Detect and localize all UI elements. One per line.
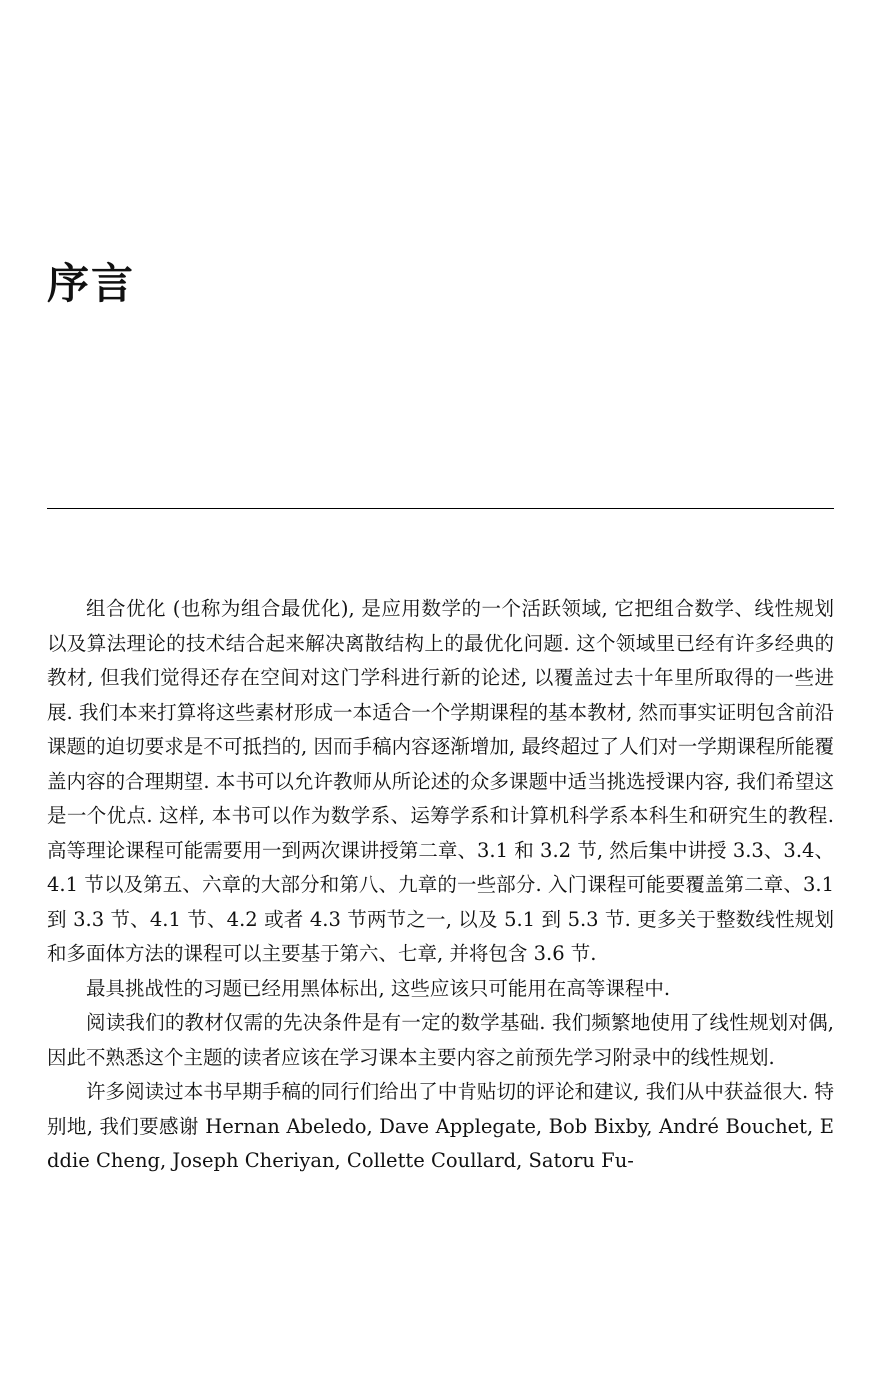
- paragraph-prerequisites: 阅读我们的教材仅需的先决条件是有一定的数学基础. 我们频繁地使用了线性规划对偶, 因此不熟悉这个主题的读者应该在学习课本主要内容之前预先学习附录中的线性规划.: [47, 1011, 834, 1069]
- paragraph-intro: 组合优化 (也称为组合最优化), 是应用数学的一个活跃领域, 它把组合数学、线性规划以及算法理论的技术结合起来解决离散结构上的最优化问题. 这个领域里已经有许多经典的教材, 但我们觉得还存在空间对这门学科进行新的论述, 以覆盖过去十年里所取得的一些进展. 我们本来打算将这些素材形成一本适合一个学期课程的基本教材, 然而事实证明包含前沿课题的迫切要求是不可抵挡的, 因而手稿内容逐渐增加, 最终超过了人们对一学期课程所能覆盖内容的合理期望. 本书可以允许教师从所论述的众多课题中适当挑选授课内容, 我们希望这是一个优点. 这样, 本书可以作为数学系、运筹学系和计算机科学系本科生和研究生的教程. 高等理论课程可能需要用一到两次课讲授第二章、3.1 和 3.2 节, 然后集中讲授 3.3、3.4、4.1 节以及第五、六章的大部分和第八、九章的一些部分. 入门课程可能要覆盖第二章、3.1 到 3.3 节、4.1 节、4.2 或者 4.3 节两节之一, 以及 5.1 到 5.3 节. 更多关于整数线性规划和多面体方法的课程可以主要基于第六、七章, 并将包含 3.6 节.: [47, 597, 834, 965]
- title-divider: [47, 508, 834, 509]
- paragraph-acknowledgements: 许多阅读过本书早期手稿的同行们给出了中肯贴切的评论和建议, 我们从中获益很大. 特别地, 我们要感谢 Hernan Abeledo, Dave Applegate, Bob Bixby, André Bouchet, Eddie Cheng, Joseph Cheriyan, Collette Coullard, Satoru Fu-: [47, 1080, 834, 1172]
- preface-body: [47, 592, 834, 1179]
- page-title: 序言: [47, 259, 136, 308]
- paragraph-exercises: 最具挑战性的习题已经用黑体标出, 这些应该只可能用在高等课程中.: [86, 976, 671, 1000]
